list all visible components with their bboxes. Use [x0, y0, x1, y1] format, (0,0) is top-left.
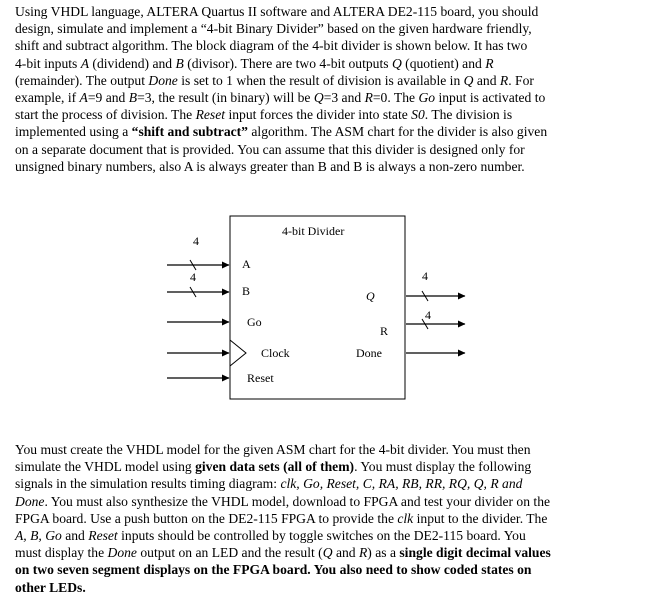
text-run: (quotient) and: [401, 55, 486, 71]
text-run: A, B, Go: [15, 528, 62, 544]
text-run: signals in the simulation results timing diagram:: [15, 476, 281, 492]
bus-width-a: 4: [193, 234, 199, 248]
text-run: given data sets (all of them): [195, 459, 355, 475]
text-run: =9 and: [87, 90, 129, 106]
text-run: must display the: [15, 545, 108, 561]
input-reset-label: Reset: [247, 371, 274, 385]
text-run: =3 and: [323, 90, 365, 106]
text-run: inputs should be controlled by toggle switches on the DE2-115 board. You: [117, 528, 526, 544]
text-run: FPGA board. Use a push button on the DE2-115 FPGA to provide the: [15, 510, 398, 526]
text-run: =3, the result (in binary) will be: [137, 90, 314, 106]
input-clock-label: Clock: [261, 346, 290, 360]
text-run: start the process of division. The: [15, 107, 196, 123]
input-go-label: Go: [247, 315, 262, 329]
text-run: single digit decimal values: [399, 545, 551, 561]
text-run: and: [473, 72, 500, 88]
text-line: [15, 441, 635, 458]
text-run: B: [128, 90, 138, 106]
output-done-label: Done: [356, 346, 382, 360]
text-run: You must create the VHDL model for the given ASM chart for the 4-bit divider. You must then: [15, 442, 531, 457]
input-a-label: A: [242, 257, 251, 271]
text-line: [15, 579, 635, 596]
text-run: on a separate document that is provided. You can assume that this divider is designed only for: [15, 141, 525, 157]
output-q-label: Q: [366, 289, 375, 303]
text-run: Q: [313, 90, 324, 106]
bus-width-q: 4: [422, 269, 428, 283]
text-run: . You must also synthesize the VHDL model, download to FPGA and test your divider on the: [44, 493, 551, 509]
text-run: Q: [322, 545, 333, 561]
text-run: A: [80, 55, 90, 71]
text-run: Using VHDL language, ALTERA Quartus II software and ALTERA DE2-115 board, you should: [15, 4, 539, 19]
text-run: B: [175, 55, 184, 71]
text-run: Go: [418, 90, 436, 106]
text-run: Q: [463, 72, 474, 88]
text-run: Done: [15, 493, 45, 509]
text-run: on two seven segment displays on the FPGA board. You also need to show coded states on: [15, 562, 532, 578]
text-line: [15, 544, 635, 561]
text-run: (divisor). There are two 4-bit outputs: [183, 55, 392, 71]
text-run: Reset: [195, 107, 226, 123]
text-run: other LEDs.: [15, 579, 86, 595]
text-run: ) as a: [367, 545, 400, 561]
text-run: and: [61, 528, 89, 544]
text-run: implemented using a: [15, 124, 132, 140]
text-run: clk: [397, 510, 414, 526]
input-b-label: B: [242, 284, 251, 298]
output-r-label: R: [380, 324, 389, 338]
text-line: [15, 510, 635, 527]
text-run: algorithm. The ASM chart for the divider is also given: [247, 124, 548, 140]
text-run: unsigned binary numbers, also A is always greater than B and B is always a non-zero number.: [15, 158, 525, 174]
text-run: Done: [148, 72, 178, 88]
text-run: input to the divider. The: [413, 510, 548, 526]
text-run: “shift and subtract”: [131, 124, 248, 140]
text-run: Done: [107, 545, 137, 561]
text-line: [15, 475, 635, 492]
block-title: 4-bit Divider: [282, 224, 345, 238]
text-run: R: [364, 90, 373, 106]
instructions-paragraph: [15, 441, 635, 596]
bus-width-b: 4: [190, 270, 196, 284]
text-run: R: [358, 545, 368, 561]
text-line: [15, 458, 635, 475]
text-run: clk, Go, Reset, C, RA, RB, RR, RQ, Q, R and: [280, 476, 523, 492]
text-run: (dividend) and: [89, 55, 176, 71]
text-line: [15, 561, 635, 578]
text-run: example, if: [15, 90, 80, 106]
text-line: [15, 493, 635, 510]
text-line: [15, 527, 635, 544]
text-run: input is activated to: [435, 90, 546, 106]
text-run: and: [332, 545, 359, 561]
text-run: input forces the divider into state: [225, 107, 412, 123]
bus-width-r: 4: [425, 308, 431, 322]
text-run: . The division is: [424, 107, 513, 123]
text-run: (remainder). The output: [15, 72, 149, 88]
text-run: is set to 1 when the result of division is available in: [177, 72, 464, 88]
text-run: R: [485, 55, 494, 71]
text-run: shift and subtract algorithm. The block diagram of the 4-bit divider is shown below. It has two: [15, 38, 528, 54]
text-run: S0: [411, 107, 425, 123]
text-run: Reset: [88, 528, 118, 544]
text-run: simulate the VHDL model using: [15, 459, 196, 475]
text-run: R: [499, 72, 509, 88]
text-run: A: [79, 90, 88, 106]
text-run: . You must display the following: [354, 459, 532, 475]
text-run: =0. The: [372, 90, 419, 106]
text-run: output on an LED and the result (: [136, 545, 323, 561]
text-run: Q: [391, 55, 402, 71]
text-run: 4-bit inputs: [15, 55, 81, 71]
text-run: design, simulate and implement a “4-bit Binary Divider” based on the given hardware friendly,: [15, 21, 532, 37]
text-run: . For: [508, 72, 534, 88]
